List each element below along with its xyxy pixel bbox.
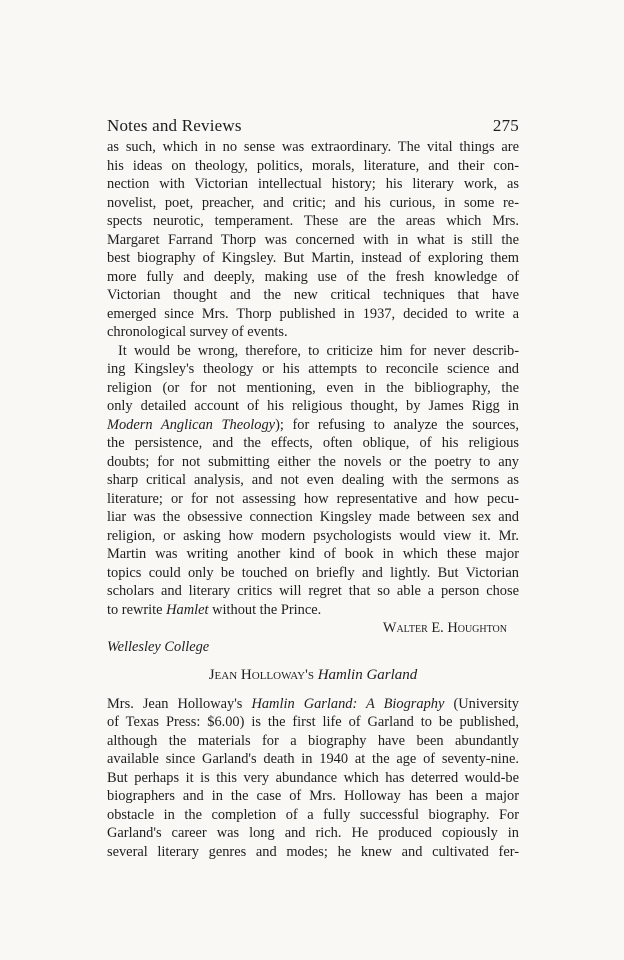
body-text bbox=[107, 138, 519, 861]
text-line: more fully and deeply, making use of the fresh knowledge of bbox=[107, 268, 519, 285]
heading-title-italic: Hamlin Garland bbox=[317, 667, 418, 683]
text-line: religion, or asking how modern psychologists would view it. Mr. bbox=[107, 527, 519, 544]
text-line: scholars and literary critics will regret that so able a person chose bbox=[107, 583, 519, 599]
text-line bbox=[107, 416, 519, 435]
text-line: ing Kingsley's theology or his attempts to reconcile science and bbox=[107, 361, 519, 377]
text-line: only detailed account of his religious thought, by James Rigg in bbox=[107, 398, 519, 414]
text-span: Mrs. Jean Holloway's bbox=[107, 695, 252, 712]
review-heading bbox=[107, 666, 519, 685]
text-line: obstacle in the completion of a fully successful biography. For bbox=[107, 806, 519, 823]
text-line: novelist, poet, preacher, and critic; and his curious, in some re- bbox=[107, 194, 519, 211]
book-title-italic: Modern Anglican Theology bbox=[107, 416, 276, 433]
reviewer-signature: Walter E. Houghton bbox=[382, 620, 507, 636]
text-line: Martin was writing another kind of book in which these major bbox=[107, 546, 519, 562]
paragraph-3 bbox=[107, 695, 519, 862]
text-span: (University bbox=[444, 695, 519, 712]
paragraph-2 bbox=[107, 342, 519, 620]
text-line bbox=[107, 695, 519, 714]
text-span: to rewrite bbox=[107, 601, 167, 618]
paragraph-1 bbox=[107, 138, 519, 342]
text-line: although the materials for a biography have been abundantly bbox=[107, 732, 519, 749]
text-line: Garland's career was long and rich. He produced copiously in bbox=[107, 825, 519, 841]
running-head bbox=[107, 116, 519, 136]
text-line: biographers and in the case of Mrs. Holloway has been a major bbox=[107, 788, 519, 804]
text-line: topics could only be touched on briefly and lightly. But Victorian bbox=[107, 564, 519, 581]
text-line: spects neurotic, temperament. These are the areas which Mrs. bbox=[107, 213, 519, 229]
review-holloway bbox=[107, 666, 519, 861]
reviewer-affiliation: Wellesley College bbox=[107, 638, 210, 655]
spacer bbox=[107, 656, 519, 666]
text-line: But perhaps it is this very abundance which has deterred would-be bbox=[107, 769, 519, 786]
text-line: Victorian thought and the new critical techniques that have bbox=[107, 287, 519, 303]
text-line: Margaret Farrand Thorp was concerned with in what is still the bbox=[107, 231, 519, 248]
text-span: ); for refusing to analyze the sources, bbox=[275, 416, 519, 433]
text-line: available since Garland's death in 1940 at the age of seventy-nine. bbox=[107, 751, 519, 767]
text-span: without the Prince. bbox=[208, 601, 322, 618]
text-line: It would be wrong, therefore, to criticize him for never describ- bbox=[118, 342, 519, 359]
text-line: of Texas Press: $6.00) is the first life of Garland to be published, bbox=[107, 714, 519, 730]
review-houghton bbox=[107, 138, 519, 656]
section-title: Notes and Reviews bbox=[107, 116, 242, 135]
text-line: nection with Victorian intellectual history; his literary work, as bbox=[107, 176, 519, 192]
text-line: doubts; for not submitting either the novels or the poetry to any bbox=[107, 453, 519, 470]
book-title-italic: Hamlin Garland: A Biography bbox=[251, 695, 445, 712]
text-line: the persistence, and the effects, often oblique, of his religious bbox=[107, 435, 519, 451]
text-line: as such, which in no sense was extraordinary. The vital things are bbox=[107, 139, 519, 155]
text-line: sharp critical analysis, and not even dealing with the sermons as bbox=[107, 472, 519, 488]
text-line: his ideas on theology, politics, morals, literature, and their con- bbox=[107, 157, 519, 174]
text-line: liar was the obsessive connection Kingsley made between sex and bbox=[107, 509, 519, 525]
page-number: 275 bbox=[492, 116, 519, 135]
text-line: several literary genres and modes; he knew and cultivated fer- bbox=[107, 843, 519, 860]
text-line: religion (or for not mentioning, even in the bibliography, the bbox=[107, 379, 519, 396]
text-line: emerged since Mrs. Thorp published in 1937, decided to write a bbox=[107, 305, 519, 322]
text-line bbox=[107, 601, 519, 620]
text-line: chronological survey of events. bbox=[107, 324, 288, 340]
text-span: Jean Holloway's bbox=[208, 667, 318, 683]
text-line: best biography of Kingsley. But Martin, instead of exploring them bbox=[107, 250, 519, 266]
text-line: literature; or for not assessing how representative and how pecu- bbox=[107, 490, 519, 507]
play-title-italic: Hamlet bbox=[166, 601, 209, 618]
spacer bbox=[107, 685, 519, 695]
